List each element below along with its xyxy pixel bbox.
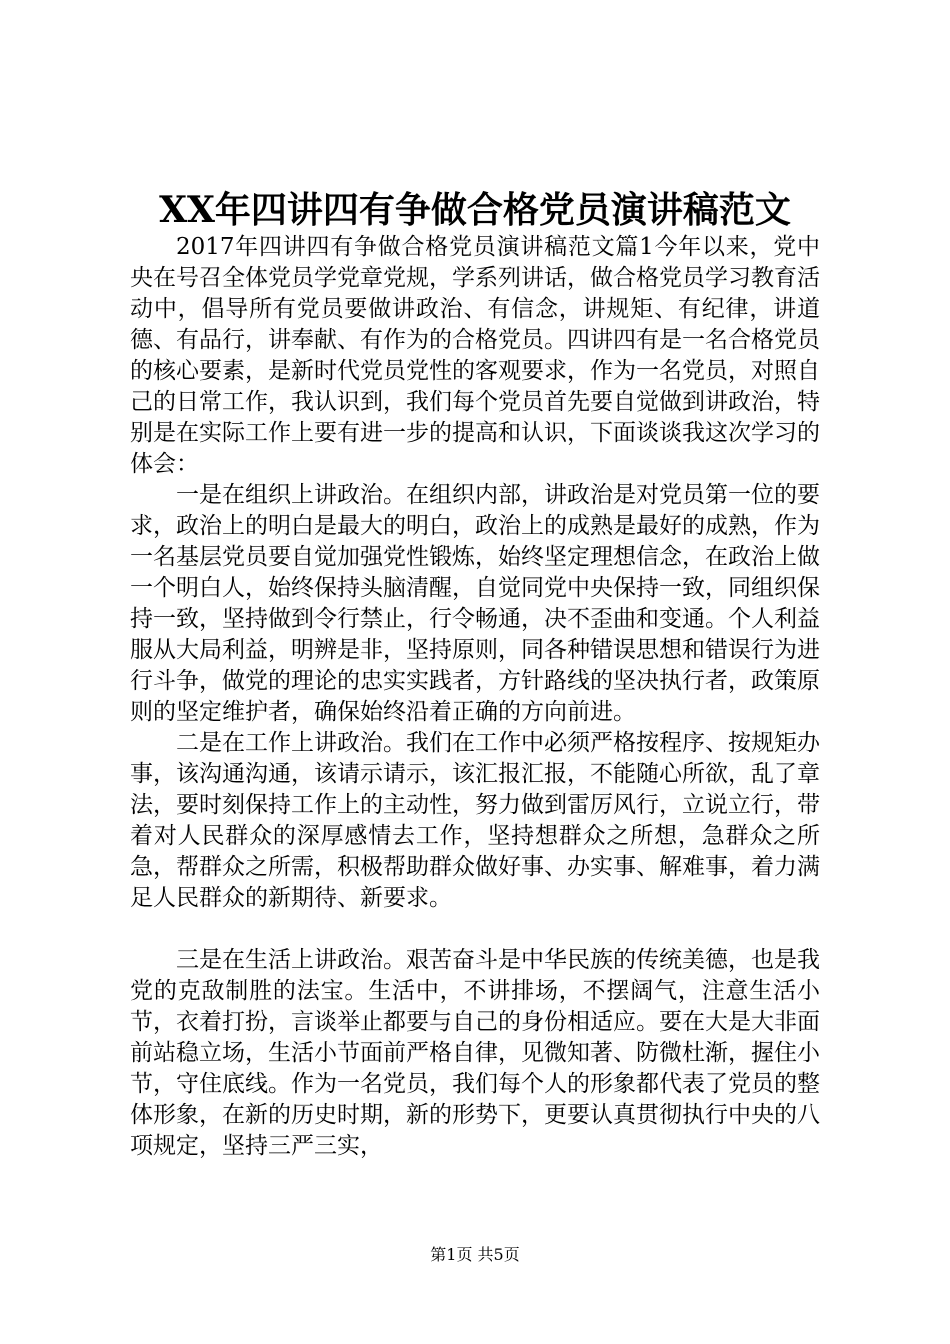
page-number-footer: 第1页 共5页 — [430, 1245, 520, 1264]
paragraph-work: 二是在工作上讲政治。我们在工作中必须严格按程序、按规矩办事，该沟通沟通，该请示请示，该汇报汇报，不能随心所欲，乱了章法，要时刻保持工作上的主动性，努力做到雷厉风行，立说立行，带着对人民群众的深厚感情去工作，坚持想群众之所想，急群众之所急，帮群众之所需，积极帮助群众做好事、办实事、解难事，着力满足人民群众的新期待、新要求。 — [130, 730, 820, 911]
paragraph-life: 三是在生活上讲政治。艰苦奋斗是中华民族的传统美德，也是我党的克敌制胜的法宝。生活中，不讲排场，不摆阔气，注意生活小节，衣着打扮，言谈举止都要与自己的身份相适应。要在大是大非面前站稳立场，生活小节面前严格自律，见微知著、防微杜渐，握住小节，守住底线。作为一名党员，我们每个人的形象都代表了党员的整体形象，在新的历史时期，新的形势下，更要认真贯彻执行中央的八项规定，坚持三严三实， — [130, 947, 820, 1159]
document-body — [130, 232, 820, 1162]
paragraph-intro: 2017年四讲四有争做合格党员演讲稿范文篇1今年以来，党中央在号召全体党员学党章党规，学系列讲话，做合格党员学习教育活动中，倡导所有党员要做讲政治、有信念，讲规矩、有纪律，讲道德、有品行，讲奉献、有作为的合格党员。四讲四有是一名合格党员的核心要素，是新时代党员党性的客观要求，作为一名党员，对照自己的日常工作，我认识到，我们每个党员首先要自觉做到讲政治，特别是在实际工作上要有进一步的提高和认识，下面谈谈我这次学习的体会： — [130, 234, 820, 477]
document-title: XX年四讲四有争做合格党员演讲稿范文 — [159, 189, 791, 231]
paragraph-organization: 一是在组织上讲政治。在组织内部，讲政治是对党员第一位的要求，政治上的明白是最大的明白，政治上的成熟是最好的成熟，作为一名基层党员要自觉加强党性锻炼，始终坚定理想信念，在政治上做一个明白人，始终保持头脑清醒，自觉同党中央保持一致，同组织保持一致，坚持做到令行禁止，行令畅通，决不歪曲和变通。个人利益服从大局利益，明辨是非，坚持原则，同各种错误思想和错误行为进行斗争，做党的理论的忠实实践者，方针路线的坚决执行者，政策原则的坚定维护者，确保始终沿着正确的方向前进。 — [130, 482, 820, 725]
